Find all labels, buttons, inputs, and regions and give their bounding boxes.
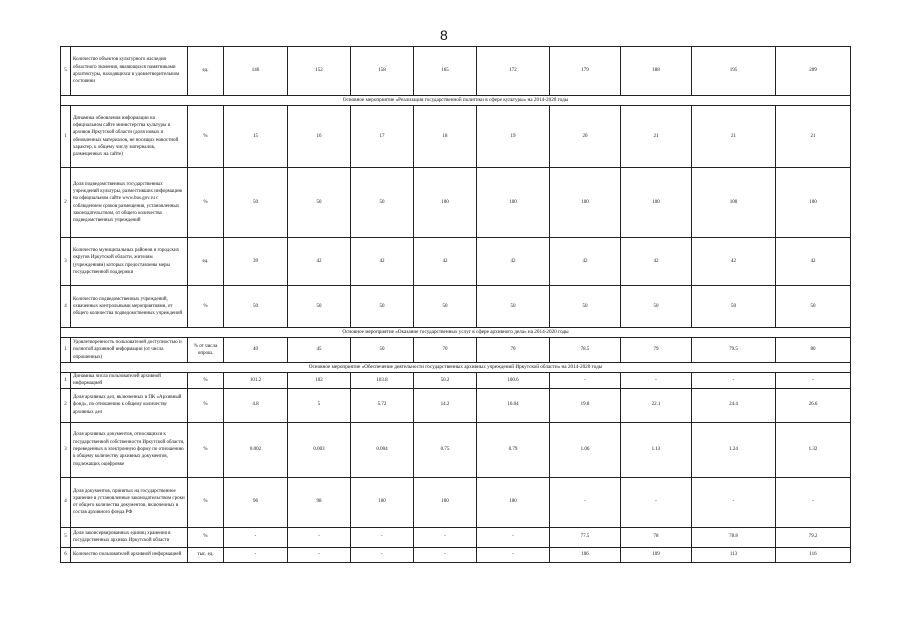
value-cell: 50: [288, 168, 351, 238]
value-cell: 70: [477, 338, 550, 363]
value-cell: 42: [288, 238, 351, 286]
value-cell: 5.72: [351, 388, 414, 422]
value-cell: -: [224, 547, 288, 562]
value-cell: -: [621, 477, 692, 527]
value-cell: 100: [477, 477, 550, 527]
unit-cell: %: [188, 388, 224, 422]
value-cell: -: [224, 527, 288, 547]
value-cell: 42: [414, 238, 477, 286]
section-row: [61, 328, 851, 338]
table-row: [61, 47, 851, 96]
table-row: [61, 238, 851, 286]
section-title: Основное мероприятие «Обеспечение деятельности государственных архивных учреждений Иркутской области» на 2014-2020 годы: [61, 363, 851, 373]
unit-cell: %: [188, 286, 224, 328]
value-cell: 1.13: [621, 422, 692, 477]
unit-cell: ед.: [188, 47, 224, 96]
value-cell: 78.5: [550, 338, 621, 363]
section-title: Основное мероприятие «Реализация государственной политики в сфере культуры» на 2014-2020 годы: [61, 96, 851, 106]
value-cell: 146: [224, 47, 288, 96]
value-cell: 21: [776, 106, 851, 168]
value-cell: 101.2: [224, 373, 288, 389]
section-title: Основное мероприятие «Оказание государственных услуг в сфере архивного дела» на 2014-2020 годы: [61, 328, 851, 338]
unit-cell: ед.: [188, 238, 224, 286]
value-cell: 179: [550, 47, 621, 96]
value-cell: -: [477, 527, 550, 547]
row-number: 5: [61, 47, 71, 96]
value-cell: 18: [414, 106, 477, 168]
unit-cell: %: [188, 527, 224, 547]
value-cell: 1.06: [550, 422, 621, 477]
indicator-name: Динамика обновления информации на официальном сайте министерства культуры и архивов Иркутской области (доля новых и обновленных материалов, не носящих новостной характер, к общему числу материалов, размещенных на сайте): [71, 106, 188, 168]
value-cell: 19.8: [550, 388, 621, 422]
value-cell: 5: [288, 388, 351, 422]
value-cell: 100: [621, 168, 692, 238]
value-cell: 50: [776, 286, 851, 328]
unit-cell: %: [188, 168, 224, 238]
value-cell: -: [288, 547, 351, 562]
page-number: 8: [440, 27, 448, 43]
value-cell: 39: [224, 238, 288, 286]
value-cell: 20: [550, 106, 621, 168]
value-cell: 106: [550, 547, 621, 562]
section-row: [61, 96, 851, 106]
value-cell: -: [621, 373, 692, 389]
value-cell: 42: [621, 238, 692, 286]
value-cell: 1.32: [776, 422, 851, 477]
value-cell: 22.1: [621, 388, 692, 422]
value-cell: -: [477, 547, 550, 562]
value-cell: 172: [477, 47, 550, 96]
value-cell: 116: [776, 547, 851, 562]
value-cell: 19: [477, 106, 550, 168]
value-cell: 0.75: [414, 422, 477, 477]
value-cell: 96: [224, 477, 288, 527]
value-cell: 45: [288, 338, 351, 363]
row-number: 1: [61, 106, 71, 168]
value-cell: 50.2: [414, 373, 477, 389]
indicator-name: Доля документов, принятых на государственное хранение в установленные законодательством сроки от общего количества документов, включенных в состав архивного фонда РФ: [71, 477, 188, 527]
table-row: [61, 106, 851, 168]
value-cell: 0.002: [224, 422, 288, 477]
value-cell: -: [692, 477, 776, 527]
value-cell: 0.003: [288, 422, 351, 477]
value-cell: 100: [414, 477, 477, 527]
value-cell: 24.4: [692, 388, 776, 422]
value-cell: 100: [477, 168, 550, 238]
value-cell: 17: [351, 106, 414, 168]
value-cell: 78.8: [692, 527, 776, 547]
unit-cell: %: [188, 106, 224, 168]
value-cell: 152: [288, 47, 351, 96]
table-row: [61, 527, 851, 547]
value-cell: -: [288, 527, 351, 547]
value-cell: 113: [692, 547, 776, 562]
table-row: [61, 477, 851, 527]
value-cell: -: [351, 547, 414, 562]
row-number: 3: [61, 238, 71, 286]
value-cell: 79.5: [692, 338, 776, 363]
value-cell: 0.004: [351, 422, 414, 477]
unit-cell: тыс. ед.: [188, 547, 224, 562]
value-cell: 50: [550, 286, 621, 328]
value-cell: 78: [621, 527, 692, 547]
value-cell: 102: [288, 373, 351, 389]
indicator-name: Количество подведомственных учреждений, охваченных контрольными мероприятиями, от общего количества подведомственных учреждений: [71, 286, 188, 328]
value-cell: 50: [351, 286, 414, 328]
value-cell: 21: [692, 106, 776, 168]
value-cell: 16.04: [477, 388, 550, 422]
indicator-name: Доля архивных дел, включенных в ПК «Архивный фонд», по отношению к общему количеству архивных дел: [71, 388, 188, 422]
row-number: 6: [61, 547, 71, 562]
table-row: [61, 168, 851, 238]
indicator-table: [60, 46, 851, 563]
table-row: [61, 286, 851, 328]
row-number: 2: [61, 168, 71, 238]
value-cell: 15: [224, 106, 288, 168]
value-cell: 158: [351, 47, 414, 96]
value-cell: 188: [621, 47, 692, 96]
indicator-name: Доля законсервированных единиц хранения в государственных архивах Иркутской области: [71, 527, 188, 547]
value-cell: -: [351, 527, 414, 547]
table-row: [61, 547, 851, 562]
table-row: [61, 388, 851, 422]
value-cell: 100: [414, 168, 477, 238]
value-cell: 209: [776, 47, 851, 96]
row-number: 1: [61, 338, 71, 363]
value-cell: 77.5: [550, 527, 621, 547]
value-cell: 42: [550, 238, 621, 286]
value-cell: 195: [692, 47, 776, 96]
value-cell: 50: [288, 286, 351, 328]
value-cell: 42: [351, 238, 414, 286]
indicator-name: Количество пользователей архивной информацией: [71, 547, 188, 562]
value-cell: 26.6: [776, 388, 851, 422]
value-cell: 40: [224, 338, 288, 363]
indicator-name: Доля подведомственных государственных учреждений культуры, разместивших информацию на официальном сайте www.bus.gov.ru с соблюдением сроков размещения, установленных законодательством, от общего количества подведомственных учреждений: [71, 168, 188, 238]
row-number: 1: [61, 373, 71, 389]
indicator-name: Динамика числа пользователей архивной информацией: [71, 373, 188, 389]
value-cell: 50: [351, 338, 414, 363]
value-cell: 109: [621, 547, 692, 562]
value-cell: 100: [351, 477, 414, 527]
value-cell: 103.8: [351, 373, 414, 389]
row-number: 3: [61, 422, 71, 477]
value-cell: 50: [224, 286, 288, 328]
value-cell: 14.2: [414, 388, 477, 422]
value-cell: -: [776, 373, 851, 389]
unit-cell: %: [188, 373, 224, 389]
value-cell: -: [550, 373, 621, 389]
value-cell: -: [414, 527, 477, 547]
unit-cell: %: [188, 477, 224, 527]
value-cell: 42: [776, 238, 851, 286]
indicator-name: Количество муниципальных районов и городских округов Иркутской области, жителям (учреждениям) которых предоставлены меры государственной поддержки: [71, 238, 188, 286]
table-row: [61, 338, 851, 363]
value-cell: 100: [692, 168, 776, 238]
value-cell: 50: [692, 286, 776, 328]
value-cell: 4.8: [224, 388, 288, 422]
value-cell: -: [776, 477, 851, 527]
value-cell: -: [692, 373, 776, 389]
value-cell: 16: [288, 106, 351, 168]
indicator-name: Удовлетворенность пользователей доступностью и полнотой архивной информации (от числа опрошенных): [71, 338, 188, 363]
value-cell: 50: [621, 286, 692, 328]
row-number: 2: [61, 388, 71, 422]
value-cell: 165: [414, 47, 477, 96]
value-cell: 42: [477, 238, 550, 286]
unit-cell: % от числа опрош.: [188, 338, 224, 363]
row-number: 5: [61, 527, 71, 547]
value-cell: 42: [692, 238, 776, 286]
value-cell: 21: [621, 106, 692, 168]
unit-cell: %: [188, 422, 224, 477]
value-cell: 0.79: [477, 422, 550, 477]
value-cell: -: [550, 477, 621, 527]
row-number: 4: [61, 477, 71, 527]
value-cell: 100: [776, 168, 851, 238]
value-cell: 50: [224, 168, 288, 238]
value-cell: 98: [288, 477, 351, 527]
value-cell: 1.24: [692, 422, 776, 477]
value-cell: 80: [776, 338, 851, 363]
value-cell: 79: [621, 338, 692, 363]
value-cell: 100.6: [477, 373, 550, 389]
value-cell: 79.2: [776, 527, 851, 547]
value-cell: 70: [414, 338, 477, 363]
value-cell: 50: [351, 168, 414, 238]
value-cell: 50: [477, 286, 550, 328]
value-cell: -: [414, 547, 477, 562]
row-number: 4: [61, 286, 71, 328]
table-row: [61, 373, 851, 389]
value-cell: 50: [414, 286, 477, 328]
section-row: [61, 363, 851, 373]
value-cell: 100: [550, 168, 621, 238]
indicator-name: Количество объектов культурного наследия областного значения, являющихся памятниками архитектуры, находящихся в удовлетворительном состоянии: [71, 47, 188, 96]
indicator-name: Доля архивных документов, относящихся к государственной собственности Иркутской области, переведенных в электронную форму по отношению к общему количеству архивных документов, подлежащих оцифровке: [71, 422, 188, 477]
table-row: [61, 422, 851, 477]
